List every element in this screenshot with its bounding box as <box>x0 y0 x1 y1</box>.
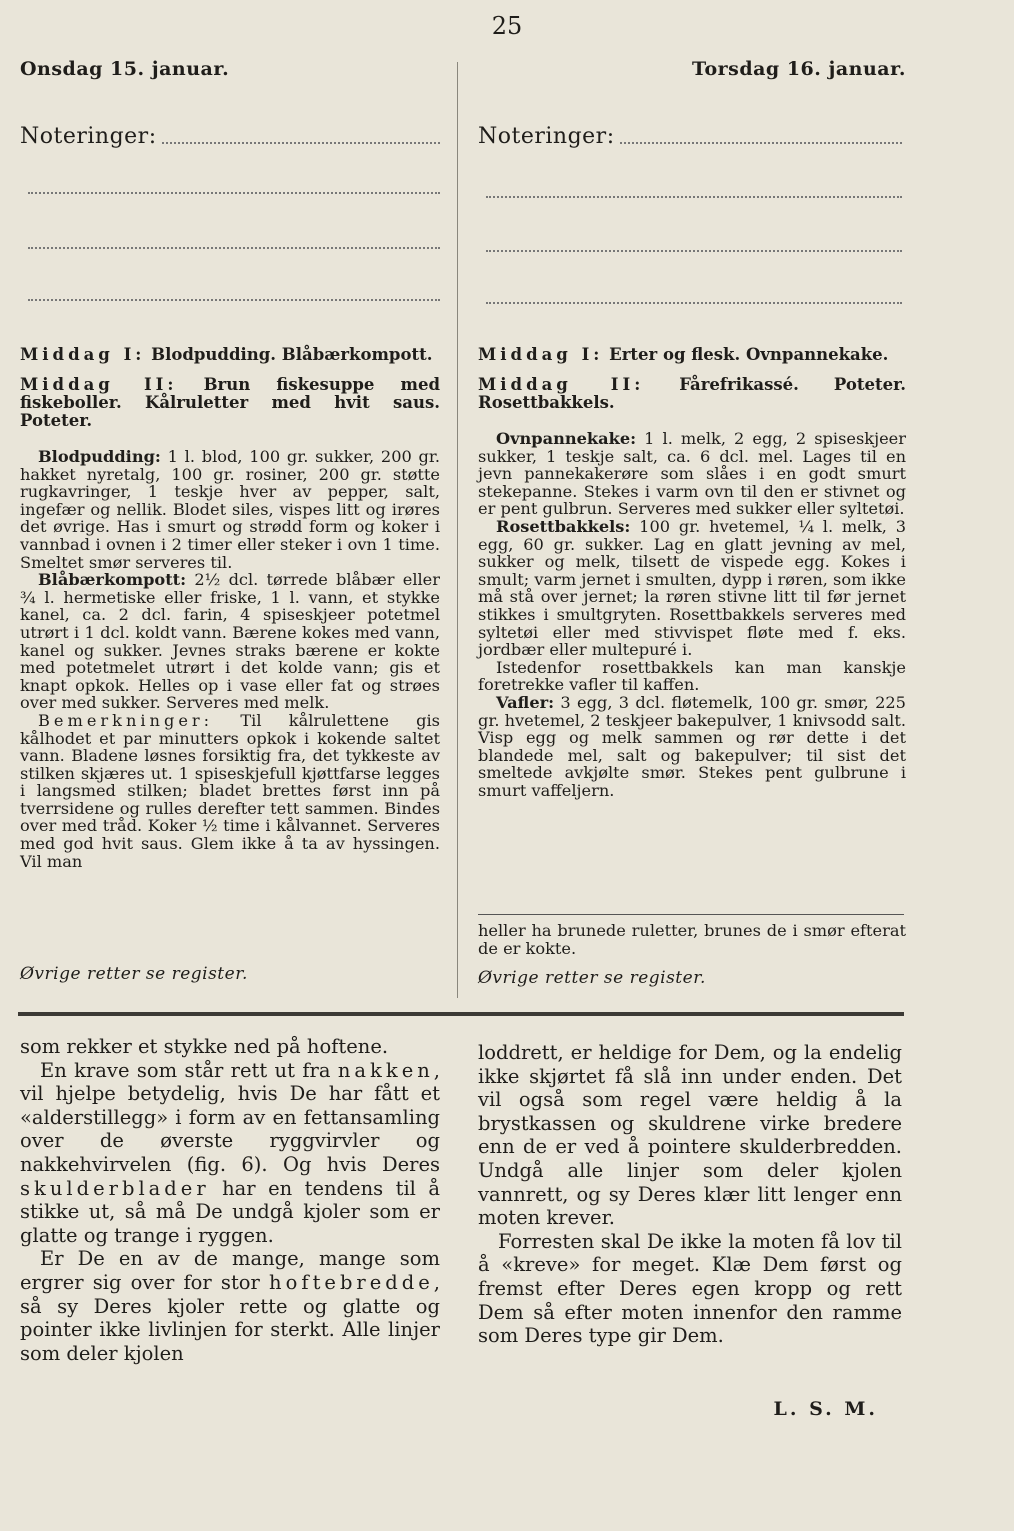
recipe-title: Vafler: <box>496 692 555 712</box>
left-notes-line <box>162 142 440 144</box>
right-notes-line <box>486 250 902 252</box>
recipe-title: Bemerkninger: <box>38 710 214 730</box>
middag-dishes: Brun fiskesuppe med fiskeboller. Kålruletter med hvit saus. Poteter. <box>20 375 441 430</box>
recipe-vafler <box>478 694 906 800</box>
left-notes-line <box>28 192 440 194</box>
recipe-text: Til kålrulettene gis kålhodet et par minutters opkok i kokende saltet vann. Bladene løsnes forsiktig fra, det tykkeste av stilken skjæres ut. 1 spiseskjefull kjøttfarse legges i langsmed stilken; bladet brettes først inn på tverrsidene og rulles derefter tett sammen. Bindes over med tråd. Koker ½ time i kålvannet. Serveres med god hvit saus. Glem ikke å ta av hyssingen. Vil man <box>20 710 440 871</box>
article-text: , så sy Deres kjoler rette og glatte og pointer ikke livlinjen for sterkt. Alle linjer som deler kjolen <box>20 1270 440 1365</box>
article-text: har en tendens til å stikke ut, så må De undgå kjoler som er glatte og trange i ryggen. <box>20 1176 440 1247</box>
article-emphasis: nakken <box>337 1058 434 1082</box>
continuation-rule <box>478 914 904 915</box>
left-middag-2 <box>20 376 440 430</box>
recipe-text: 1 l. blod, 100 gr. sukker, 200 gr. hakket nyretalg, 100 gr. rosiner, 200 gr. støtte rugkavringer, 1 teskje hver av pepper, salt, ingefær og nellik. Blodet siles, vispes litt og irøres det øvrige. Has i smurt og strødd form og koker i vannbad i ovnen i 2 timer eller steker i ovn 1 time. Smeltet smør serveres til. <box>20 447 440 572</box>
recipe-text: 100 gr. hvetemel, ¼ l. melk, 3 egg, 60 gr. sukker. Lag en glatt jevning av mel, sukker og melk, tilsett de vispede egg. Kokes i smult; varm jernet i smulten, dypp i røren, som ikke må stå over jernet; la røren stivne litt til før jernet stikkes i smultgryten. Rosettbakkels serveres med syltetøi eller med stivvispet fløte med f. eks. jordbær eller multepuré i. <box>478 516 906 660</box>
right-middag-1 <box>478 346 906 364</box>
middag-dishes: Fårefrikassé. Poteter. Rosettbakkels. <box>478 375 906 412</box>
article-paragraph: Forresten skal De ikke la moten få lov til å «kreve» for meget. Klæ Dem først og fremst efter Deres egen kropp og rett Dem så efter moten innenfor den ramme som Deres type gir Dem. <box>478 1229 902 1348</box>
recipe-ovnpannekake <box>478 430 906 518</box>
column-divider <box>457 62 458 998</box>
article-left-column <box>20 1035 440 1365</box>
article-text: En krave som står rett ut fra <box>40 1058 338 1082</box>
right-continuation: heller ha brunede ruletter, brunes de i smør efterat de er kokte. <box>478 921 906 958</box>
article-paragraph <box>20 1059 440 1248</box>
middag-label: Middag II: <box>478 375 645 394</box>
recipe-text: 1 l. melk, 2 egg, 2 spiseskjeer sukker, 1 teskje salt, ca. 6 dcl. mel. Lages til en jevn pannekakerøre som slåes i en godt smurt stekepanne. Stekes i varm ovn til den er stivnet og er pent gulbrun. Serveres med sukker eller syltetøi. <box>478 429 906 519</box>
recipe-istedenfor: Istedenfor rosettbakkels kan man kanskje foretrekke vafler til kaffen. <box>478 657 906 695</box>
left-middag-1 <box>20 346 440 364</box>
right-recipes <box>478 346 906 799</box>
page-number: 25 <box>491 12 523 40</box>
recipe-title: Blodpudding: <box>38 447 161 466</box>
article-text: , vil hjelpe betydelig, hvis De har fått et «alderstillegg» i form av en fettansamling over de øverste ryggvirvler og nakkehvirvelen (fig. 6). Og hvis Deres <box>20 1058 440 1176</box>
article-paragraph: loddrett, er heldige for Dem, og la endelig ikke skjørtet få slå inn under enden. Det vil også som regel være heldig å la brystkassen og skuldrene virke bredere enn de er ved å pointere skulderbredden. Undgå alle linjer som deler kjolen vannrett, og sy Deres klær litt lenger enn moten krever. <box>478 1041 902 1230</box>
middag-dishes: Erter og flesk. Ovnpannekake. <box>603 345 889 364</box>
left-notes-line <box>28 247 440 249</box>
recipe-title: Ovnpannekake: <box>496 429 637 448</box>
left-day-heading: Onsdag 15. januar. <box>20 58 230 80</box>
recipe-blabaerkompott <box>20 571 440 712</box>
article-right-column <box>478 1041 902 1348</box>
middag-label: Middag I: <box>478 345 604 364</box>
signature: L. S. M. <box>773 1398 878 1420</box>
right-day-heading: Torsdag 16. januar. <box>691 58 906 80</box>
article-emphasis: skulderblader <box>20 1176 210 1200</box>
left-notes-line <box>28 299 440 301</box>
article-paragraph: som rekker et stykke ned på hoftene. <box>20 1035 389 1058</box>
right-notes-label: Noteringer: <box>478 124 615 149</box>
recipe-title: Blåbærkompott: <box>38 570 187 590</box>
recipe-text: 3 egg, 3 dcl. fløtemelk, 100 gr. smør, 225 gr. hvetemel, 2 teskjeer bakepulver, 1 knivsodd salt. Visp egg og melk sammen og rør dette i det blandede mel, salt og bakepulver; til sist det smeltede avkjølte smør. Stekes pent gulbrune i smurt vaffeljern. <box>478 692 907 800</box>
right-notes-line <box>486 302 902 304</box>
recipe-bemerkninger <box>20 712 440 870</box>
recipe-title: Rosettbakkels: <box>496 516 631 536</box>
middag-dishes: Blodpudding. Blåbærkompott. <box>145 345 433 364</box>
left-recipes <box>20 346 440 870</box>
article-emphasis: hoftebredde <box>269 1270 434 1294</box>
right-ovrige-retter: Øvrige retter se register. <box>478 968 706 988</box>
article-paragraph <box>20 1247 440 1365</box>
article-text: Er De en av de mange, mange som ergrer sig over for stor <box>20 1247 440 1294</box>
right-notes-line <box>620 142 902 144</box>
recipe-rosettbakkels <box>478 518 906 659</box>
right-middag-2 <box>478 376 906 412</box>
middag-label: Middag II: <box>20 375 178 394</box>
left-ovrige-retter: Øvrige retter se register. <box>20 964 248 984</box>
recipe-blodpudding <box>20 448 440 571</box>
recipe-text: 2½ dcl. tørrede blåbær eller ¾ l. hermetiske eller friske, 1 l. vann, et stykke kanel, ca. 2 dcl. farin, 4 spiseskjeer potetmel utrørt i 1 dcl. koldt vann. Bærene kokes med vann, kanel og sukker. Jevnes straks bærene er kokte med potetmelet utrørt i det kolde vann; gis et knapt opkok. Helles op i vase eller fat og strøes over med sukker. Serveres med melk. <box>20 570 440 713</box>
right-notes-line <box>486 196 902 198</box>
section-divider <box>18 1012 904 1016</box>
middag-label: Middag I: <box>20 345 146 364</box>
left-notes-label: Noteringer: <box>20 124 157 149</box>
